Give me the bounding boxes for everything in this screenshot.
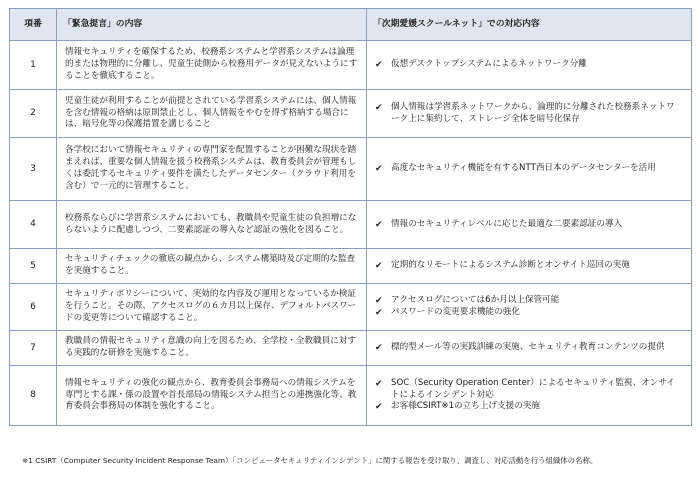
response-text: パスワードの変更要求機能の強化 [391,307,520,317]
response-item [375,342,683,354]
response-text: 情報のセキュリティレベルに応じた最適な二要素認証の導入 [391,218,623,229]
response-item [375,401,683,413]
header-num: 項番 [10,9,57,41]
check-icon: ✔ [375,261,383,272]
row-num: 7 [10,331,57,366]
row-num: 5 [10,249,57,284]
check-icon: ✔ [375,60,383,71]
row-num: 2 [10,90,57,138]
response-item [375,219,683,231]
response-item [375,295,683,307]
response-item [375,163,683,175]
check-icon: ✔ [375,378,383,389]
response-text: SOC（Security Operation Center）によるセキュリティ監視、オンサイトによるインシデント対応 [391,377,675,400]
response-cell [367,201,692,249]
check-icon: ✔ [375,102,383,113]
table-row [10,138,692,201]
response-cell [367,249,692,284]
response-list [375,163,683,175]
table-header-row [10,9,692,41]
row-num: 6 [10,284,57,331]
table-row [10,249,692,284]
response-cell [367,331,692,366]
response-cell [367,138,692,201]
proposal-cell: 情報セキュリティを確保するため、校務系システムと学習系システムは論理的または物理的に分離し、児童生徒側から校務用データが見えないようにすることを徹底すること。 [57,41,367,90]
row-num: 8 [10,366,57,426]
table-body [10,41,692,426]
table-row [10,201,692,249]
response-item [375,260,683,272]
response-cell [367,284,692,331]
table-row [10,90,692,138]
table-row [10,366,692,426]
proposal-cell: 教職員の情報セキュリティ意識の向上を図るため、全学校・全教職員に対する実践的な研修を実施すること。 [57,331,367,366]
proposal-cell: 各学校において情報セキュリティの専門家を配置することが困難な現状を踏まえれば、重要な個人情報を扱う校務系システムは、教育委員会が管理もしくは委託するセキュリティ要件を満たしたデータセンター（クラウド利用を含む）で一元的に管理すること。 [57,138,367,201]
response-item [375,102,683,126]
check-icon: ✔ [375,164,383,175]
check-icon: ✔ [375,296,383,307]
response-list [375,260,683,272]
check-icon: ✔ [375,343,383,354]
response-table [9,8,692,426]
response-list [375,295,683,319]
response-text: 標的型メール等の実践訓練の実施、セキュリティ教育コンテンツの提供 [391,342,665,353]
response-table-container [9,8,691,426]
response-cell [367,90,692,138]
response-text: お客様CSIRT※1の立ち上げ支援の実施 [391,401,540,412]
proposal-cell: 校務系ならびに学習系システムにおいても、教職員や児童生徒の負担増にならないように配慮しつつ、二要素認証の導入など認証の強化を図ること。 [57,201,367,249]
footnote: ※1 CSIRT（Computer Security Incident Response Team）「コンピュータセキュリティインシデント」に関する報告を受け取り、調査し、対応活動を行う組織体の名称。 [22,456,598,465]
proposal-cell: セキュリティポリシーについて、実効的な内容及び運用となっているか検証を行うこと。その際、アクセスログの６カ月以上保存、デフォルトパスワードの変更等について確認すること。 [57,284,367,331]
response-item [375,307,683,319]
response-list [375,102,683,126]
header-proposal: 「緊急提言」の内容 [57,9,367,41]
proposal-cell: セキュリティチェックの徹底の観点から、システム構築時及び定期的な監査を実施すること。 [57,249,367,284]
proposal-cell: 情報セキュリティの強化の観点から、教育委員会事務局への情報システムを専門とする課・係の設置や首長部局の情報システム担当との連携強化等、教育委員会事務局の体制を強化すること。 [57,366,367,426]
response-list [375,219,683,231]
response-text: アクセスログについては6か月以上保管可能 [391,295,560,306]
response-list [375,342,683,354]
response-list [375,59,683,71]
table-row [10,41,692,90]
response-text: 定期的なリモートによるシステム診断とオンサイト巡回の実施 [391,260,630,271]
row-num: 4 [10,201,57,249]
response-list [375,378,683,414]
check-icon: ✔ [375,402,383,413]
check-icon: ✔ [375,219,383,230]
response-item [375,378,683,402]
proposal-cell: 児童生徒が利用することが前提とされている学習系システムには、個人情報を含む情報の格納は原則禁止とし、個人情報をやむを得ず格納する場合には、暗号化等の保護措置を講じること [57,90,367,138]
row-num: 3 [10,138,57,201]
response-item [375,59,683,71]
check-icon: ✔ [375,308,383,318]
response-cell [367,366,692,426]
row-num: 1 [10,41,57,90]
response-cell [367,41,692,90]
response-text: 仮想デスクトップシステムによるネットワーク分離 [391,59,587,70]
table-row [10,284,692,331]
response-text: 高度なセキュリティ機能を有するNTT西日本のデータセンターを活用 [391,163,656,174]
table-row [10,331,692,366]
response-text: 個人情報は学習系ネットワークから、論理的に分離された校務系ネットワーク上に集約して、ストレージ全体を暗号化保存 [391,101,675,124]
header-response: 「次期愛媛スクールネット」での対応内容 [367,9,692,41]
